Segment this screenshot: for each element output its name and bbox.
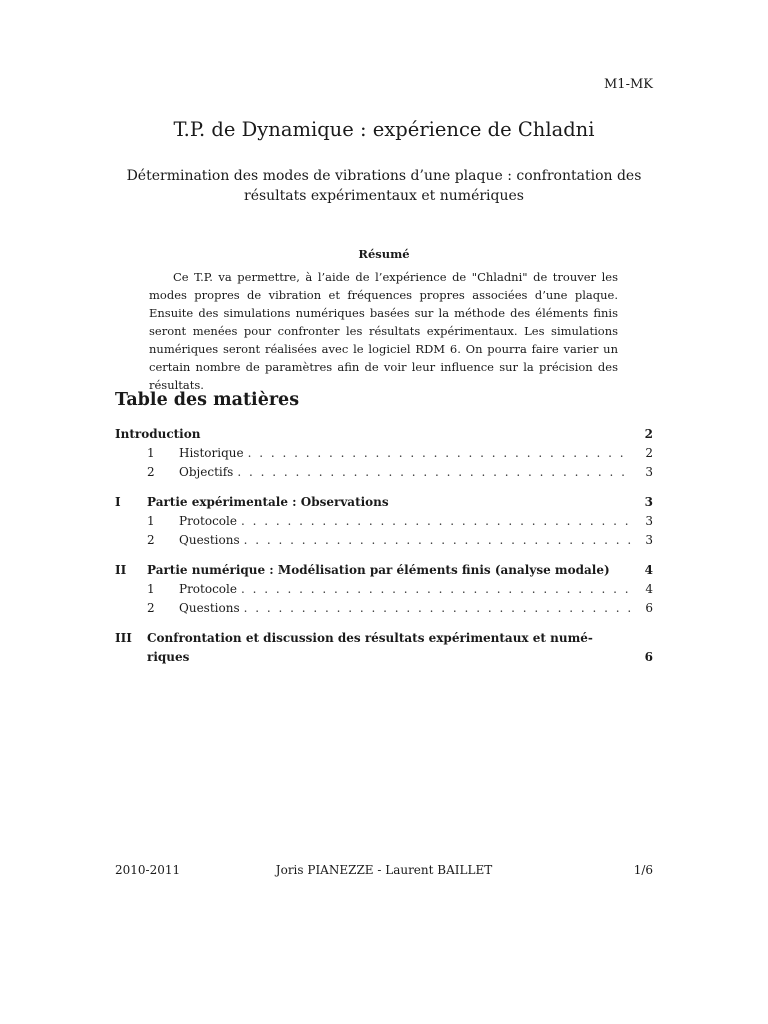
toc-title: Table des matières bbox=[115, 390, 300, 410]
toc-entry-part-3[interactable] bbox=[115, 629, 653, 648]
toc-entry-number: III bbox=[115, 631, 132, 645]
toc-leader-dots bbox=[244, 531, 631, 550]
toc-entry-number: II bbox=[115, 563, 127, 577]
toc-entry-part-3-continued[interactable] bbox=[115, 648, 653, 667]
toc-leader-dots bbox=[241, 512, 631, 531]
abstract-heading: Résumé bbox=[358, 247, 410, 261]
toc-leader-dots bbox=[244, 599, 631, 618]
toc-entry-page: 6 bbox=[644, 650, 653, 664]
toc-entry-questions[interactable] bbox=[115, 599, 653, 618]
footer-year: 2010-2011 bbox=[115, 863, 181, 877]
toc-entry-protocole[interactable] bbox=[115, 512, 653, 531]
toc-leader-dots bbox=[237, 463, 631, 482]
toc-entry-page: 3 bbox=[644, 495, 653, 509]
toc-entry-page: 3 bbox=[645, 514, 653, 528]
toc-entry-part-2[interactable] bbox=[115, 561, 653, 580]
document-title: T.P. de Dynamique : expérience de Chladni bbox=[173, 118, 595, 141]
toc-entry-questions[interactable] bbox=[115, 531, 653, 550]
toc-entry-label: riques bbox=[147, 650, 190, 664]
toc-entry-page: 3 bbox=[645, 465, 653, 479]
toc-entry-label: Objectifs bbox=[179, 465, 234, 479]
document-subtitle: Détermination des modes de vibrations d’une plaque : confrontation des résultats expérimentaux et numériques bbox=[126, 168, 642, 204]
toc-leader-dots bbox=[248, 444, 631, 463]
toc-entry-protocole[interactable] bbox=[115, 580, 653, 599]
toc-entry-page: 4 bbox=[644, 563, 653, 577]
toc-entry-page: 2 bbox=[644, 427, 653, 441]
toc-entry-number: 2 bbox=[147, 601, 155, 615]
toc-entry-label: Introduction bbox=[115, 427, 201, 441]
table-of-contents bbox=[115, 425, 653, 667]
toc-entry-number: I bbox=[115, 495, 121, 509]
toc-entry-label: Historique bbox=[179, 446, 244, 460]
toc-entry-number: 1 bbox=[147, 582, 155, 596]
footer-authors: Joris PIANEZZE - Laurent BAILLET bbox=[275, 863, 493, 877]
toc-entry-label: Confrontation et discussion des résultats expérimentaux et numé- bbox=[147, 631, 593, 645]
toc-entry-objectifs[interactable] bbox=[115, 463, 653, 482]
toc-entry-page: 6 bbox=[645, 601, 653, 615]
toc-entry-number: 2 bbox=[147, 465, 155, 479]
toc-leader-dots bbox=[241, 580, 631, 599]
toc-entry-label: Partie expérimentale : Observations bbox=[147, 495, 389, 509]
toc-entry-label: Protocole bbox=[179, 582, 237, 596]
toc-entry-introduction[interactable] bbox=[115, 425, 653, 444]
toc-entry-page: 4 bbox=[645, 582, 653, 596]
toc-entry-page: 2 bbox=[645, 446, 653, 460]
toc-entry-number: 1 bbox=[147, 514, 155, 528]
abstract-text: Ce T.P. va permettre, à l’aide de l’expérience de "Chladni" de trouver les modes propres de vibration et fréquences propres associées d’une plaque. Ensuite des simulations numériques basées sur la méthode des éléments finis seront menées pour confronter les résultats expérimentaux. Les simulations numériques seront réalisées avec le logiciel RDM 6. On pourra faire varier un certain nombre de paramètres afin de voir leur influence sur la précision des résultats. bbox=[149, 270, 618, 392]
toc-entry-page: 3 bbox=[645, 533, 653, 547]
toc-entry-label: Protocole bbox=[179, 514, 237, 528]
toc-entry-historique[interactable] bbox=[115, 444, 653, 463]
toc-entry-part-1[interactable] bbox=[115, 493, 653, 512]
toc-entry-label: Questions bbox=[179, 601, 240, 615]
header-code: M1-MK bbox=[604, 77, 653, 92]
toc-entry-label: Partie numérique : Modélisation par éléments finis (analyse modale) bbox=[147, 563, 610, 577]
toc-entry-label: Questions bbox=[179, 533, 240, 547]
toc-entry-number: 1 bbox=[147, 446, 155, 460]
toc-entry-number: 2 bbox=[147, 533, 155, 547]
footer-page-number: 1/6 bbox=[633, 863, 653, 877]
